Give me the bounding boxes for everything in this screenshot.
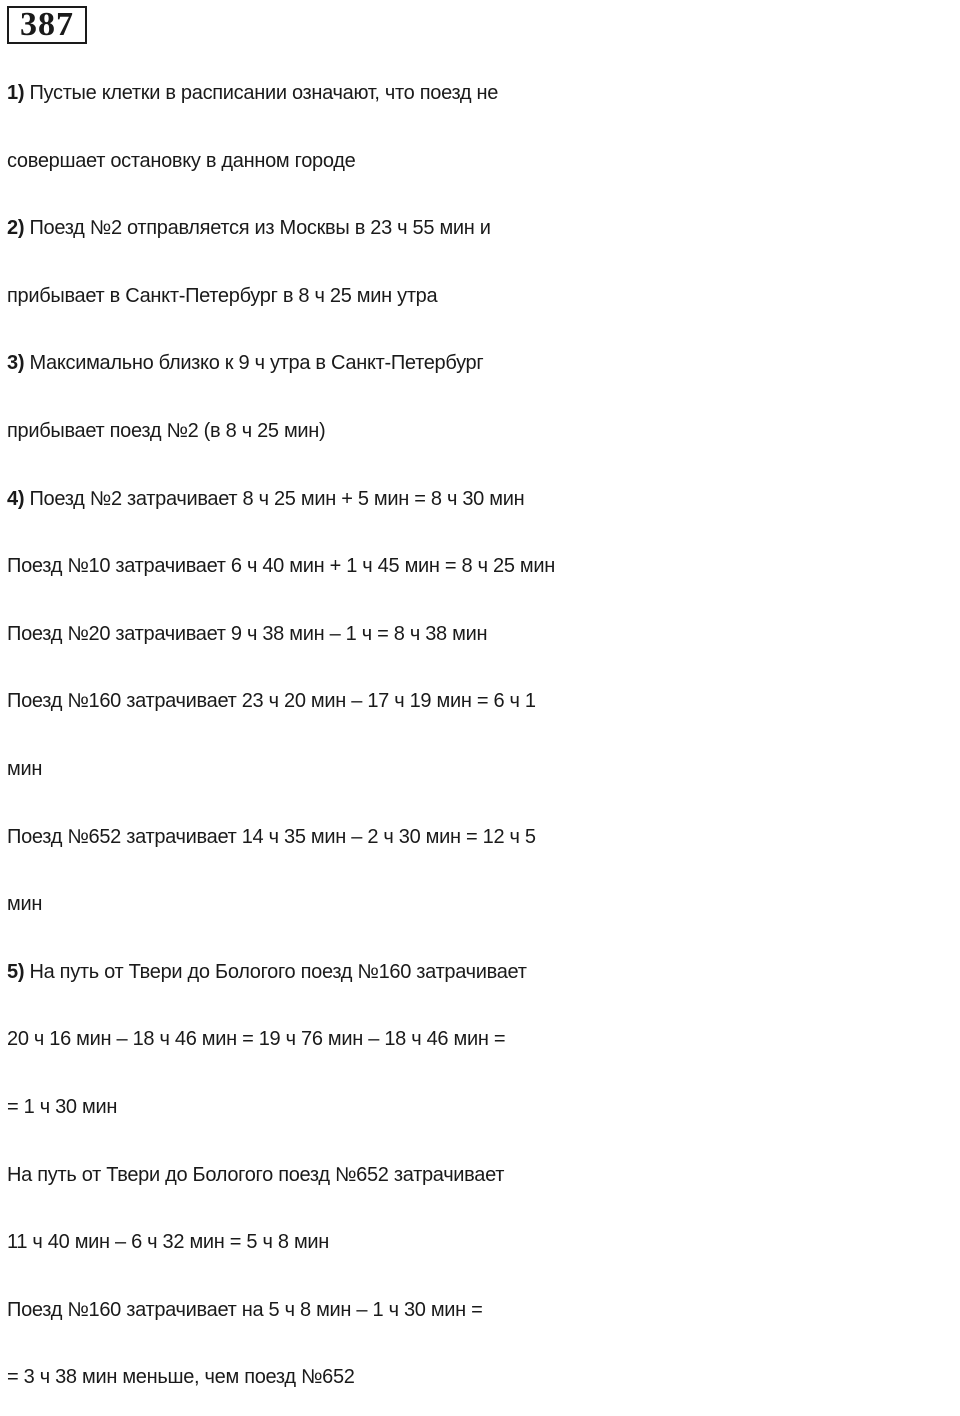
line-text: совершает остановку в данном городе (7, 149, 356, 172)
solution-line (7, 402, 957, 470)
solution-line (7, 470, 957, 538)
task-number-box: 387 (7, 6, 87, 44)
solution-line (7, 199, 957, 267)
solution-line (7, 672, 957, 740)
line-text: Максимально близко к 9 ч утра в Санкт-Петербург (24, 352, 484, 375)
line-text: мин (7, 757, 43, 780)
line-text: прибывает поезд №2 (в 8 ч 25 мин) (7, 419, 326, 442)
line-text: На путь от Твери до Бологого поезд №652 затрачивает (7, 1163, 505, 1186)
line-text: Поезд №10 затрачивает 6 ч 40 мин + 1 ч 45 мин = 8 ч 25 мин (7, 555, 555, 578)
solution-line (7, 1146, 957, 1214)
item-marker: 5) (7, 960, 25, 983)
line-text: Поезд №652 затрачивает 14 ч 35 мин – 2 ч 30 мин = 12 ч 5 (7, 825, 536, 848)
line-text: прибывает в Санкт-Петербург в 8 ч 25 мин утра (7, 284, 438, 307)
line-text: Поезд №160 затрачивает на 5 ч 8 мин – 1 ч 30 мин = (7, 1298, 483, 1321)
solution-line (7, 1348, 957, 1416)
solution-line (7, 605, 957, 673)
line-text: = 3 ч 38 мин меньше, чем поезд №652 (7, 1366, 355, 1389)
line-text: 20 ч 16 мин – 18 ч 46 мин = 19 ч 76 мин – 18 ч 46 мин = (7, 1028, 506, 1051)
solution-line (7, 740, 957, 808)
solution-line (7, 267, 957, 335)
solution-line (7, 132, 957, 200)
solution-lines (7, 64, 957, 1416)
solution-line (7, 1213, 957, 1281)
solution-line (7, 1078, 957, 1146)
item-marker: 3) (7, 352, 25, 375)
solution-line (7, 334, 957, 402)
line-text: = 1 ч 30 мин (7, 1095, 118, 1118)
item-marker: 4) (7, 487, 25, 510)
solution-line (7, 64, 957, 132)
line-text: Поезд №2 отправляется из Москвы в 23 ч 55 мин и (24, 217, 491, 240)
line-text: Поезд №160 затрачивает 23 ч 20 мин – 17 ч 19 мин = 6 ч 1 (7, 690, 536, 713)
solution-line (7, 808, 957, 876)
solution-line (7, 1010, 957, 1078)
line-text: На путь от Твери до Бологого поезд №160 затрачивает (24, 960, 527, 983)
line-text: мин (7, 893, 43, 916)
solution-line (7, 537, 957, 605)
line-text: Пустые клетки в расписании означают, что поезд не (24, 82, 499, 104)
line-text: Поезд №2 затрачивает 8 ч 25 мин + 5 мин = 8 ч 30 мин (24, 487, 525, 510)
item-marker: 1) (7, 82, 25, 104)
solution-line (7, 1281, 957, 1349)
solution-line (7, 943, 957, 1011)
item-marker: 2) (7, 217, 25, 240)
solution-line (7, 875, 957, 943)
line-text: Поезд №20 затрачивает 9 ч 38 мин – 1 ч = 8 ч 38 мин (7, 622, 488, 645)
line-text: 11 ч 40 мин – 6 ч 32 мин = 5 ч 8 мин (7, 1231, 330, 1254)
